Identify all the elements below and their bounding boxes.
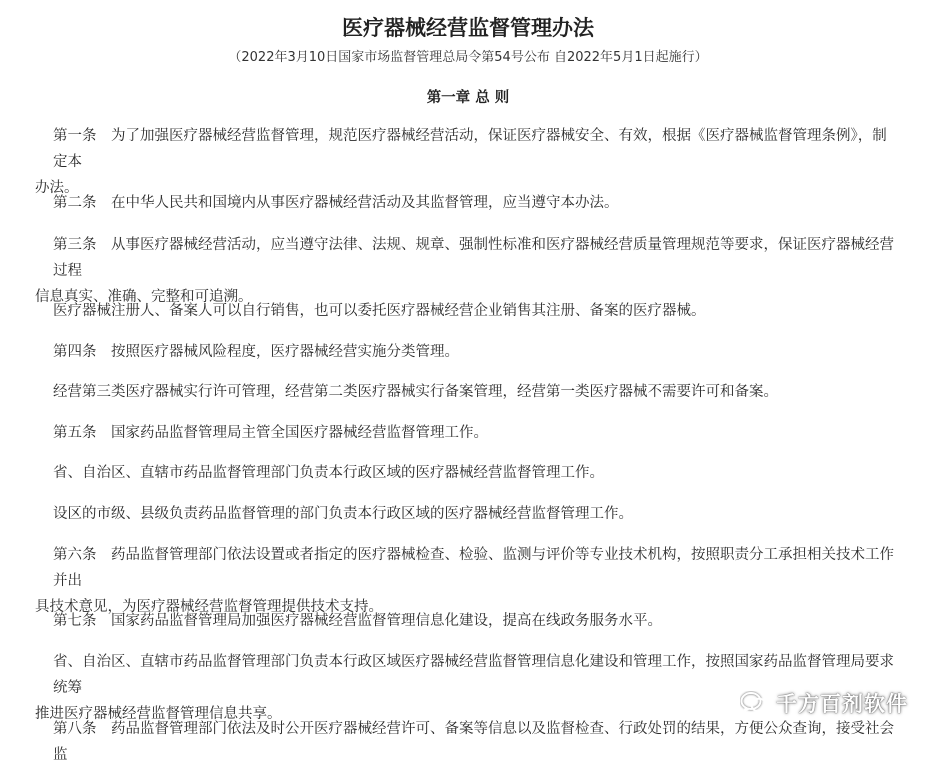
watermark	[740, 688, 908, 718]
paragraph-line: 医疗器械注册人、备案人可以自行销售，也可以委托医疗器械经营企业销售其注册、备案的医疗器械。	[53, 303, 706, 319]
paragraph-line: 第五条 国家药品监督管理局主管全国医疗器械经营监督管理工作。	[53, 425, 488, 441]
paragraph	[53, 460, 898, 486]
watermark-text: 千方百剂软件	[776, 692, 908, 716]
paragraph	[53, 420, 898, 446]
paragraph-line: 具技术意见，为医疗器械经营监督管理提供技术支持。	[35, 599, 383, 615]
paragraph-line: 第七条 国家药品监督管理局加强医疗器械经营监督管理信息化建设，提高在线政务服务水平。	[53, 613, 662, 629]
paragraph-line: 省、自治区、直辖市药品监督管理部门负责本行政区域的医疗器械经营监督管理工作。	[53, 465, 604, 481]
paragraph-line: 第六条 药品监督管理部门依法设置或者指定的医疗器械检查、检验、监测与评价等专业技术机构，按照职责分工承担相关技术工作并出	[53, 547, 894, 589]
paragraph-line: 信息真实、准确、完整和可追溯。	[35, 289, 253, 305]
paragraph	[53, 298, 898, 324]
paragraph-line: 省、自治区、直辖市药品监督管理部门负责本行政区域医疗器械经营监督管理信息化建设和管理工作，按照国家药品监督管理局要求统筹	[53, 654, 894, 696]
page-subtitle: （2022年3月10日国家市场监督管理总局令第54号公布 自2022年5月1日起施行）	[228, 50, 708, 65]
paragraph	[53, 716, 898, 768]
paragraph-line: 推进医疗器械经营监督管理信息共享。	[35, 706, 282, 722]
paragraph-line: 第三条 从事医疗器械经营活动，应当遵守法律、法规、规章、强制性标准和医疗器械经营质量管理规范等要求，保证医疗器械经营过程	[53, 237, 894, 279]
paragraph-line: 设区的市级、县级负责药品监督管理的部门负责本行政区域的医疗器械经营监督管理工作。	[53, 506, 633, 522]
paragraph-line: 第八条 药品监督管理部门依法及时公开医疗器械经营许可、备案等信息以及监督检查、行政处罚的结果，方便公众查询，接受社会监	[53, 721, 894, 763]
paragraph	[53, 339, 898, 365]
paragraph	[53, 190, 898, 216]
wechat-icon	[740, 691, 768, 715]
paragraph-line: 经营第三类医疗器械实行许可管理，经营第二类医疗器械实行备案管理，经营第一类医疗器械不需要许可和备案。	[53, 384, 778, 400]
paragraph-line: 第一条 为了加强医疗器械经营监督管理，规范医疗器械经营活动，保证医疗器械安全、有效，根据《医疗器械监督管理条例》，制定本	[53, 128, 887, 170]
paragraph-line: 第二条 在中华人民共和国境内从事医疗器械经营活动及其监督管理，应当遵守本办法。	[53, 195, 619, 211]
paragraph	[53, 379, 898, 405]
paragraph	[53, 608, 898, 634]
chapter-heading: 第一章 总 则	[426, 90, 510, 106]
paragraph-line: 第四条 按照医疗器械风险程度，医疗器械经营实施分类管理。	[53, 344, 459, 360]
paragraph-line: 办法。	[35, 180, 79, 196]
page-title: 医疗器械经营监督管理办法	[342, 15, 594, 40]
paragraph	[53, 501, 898, 527]
